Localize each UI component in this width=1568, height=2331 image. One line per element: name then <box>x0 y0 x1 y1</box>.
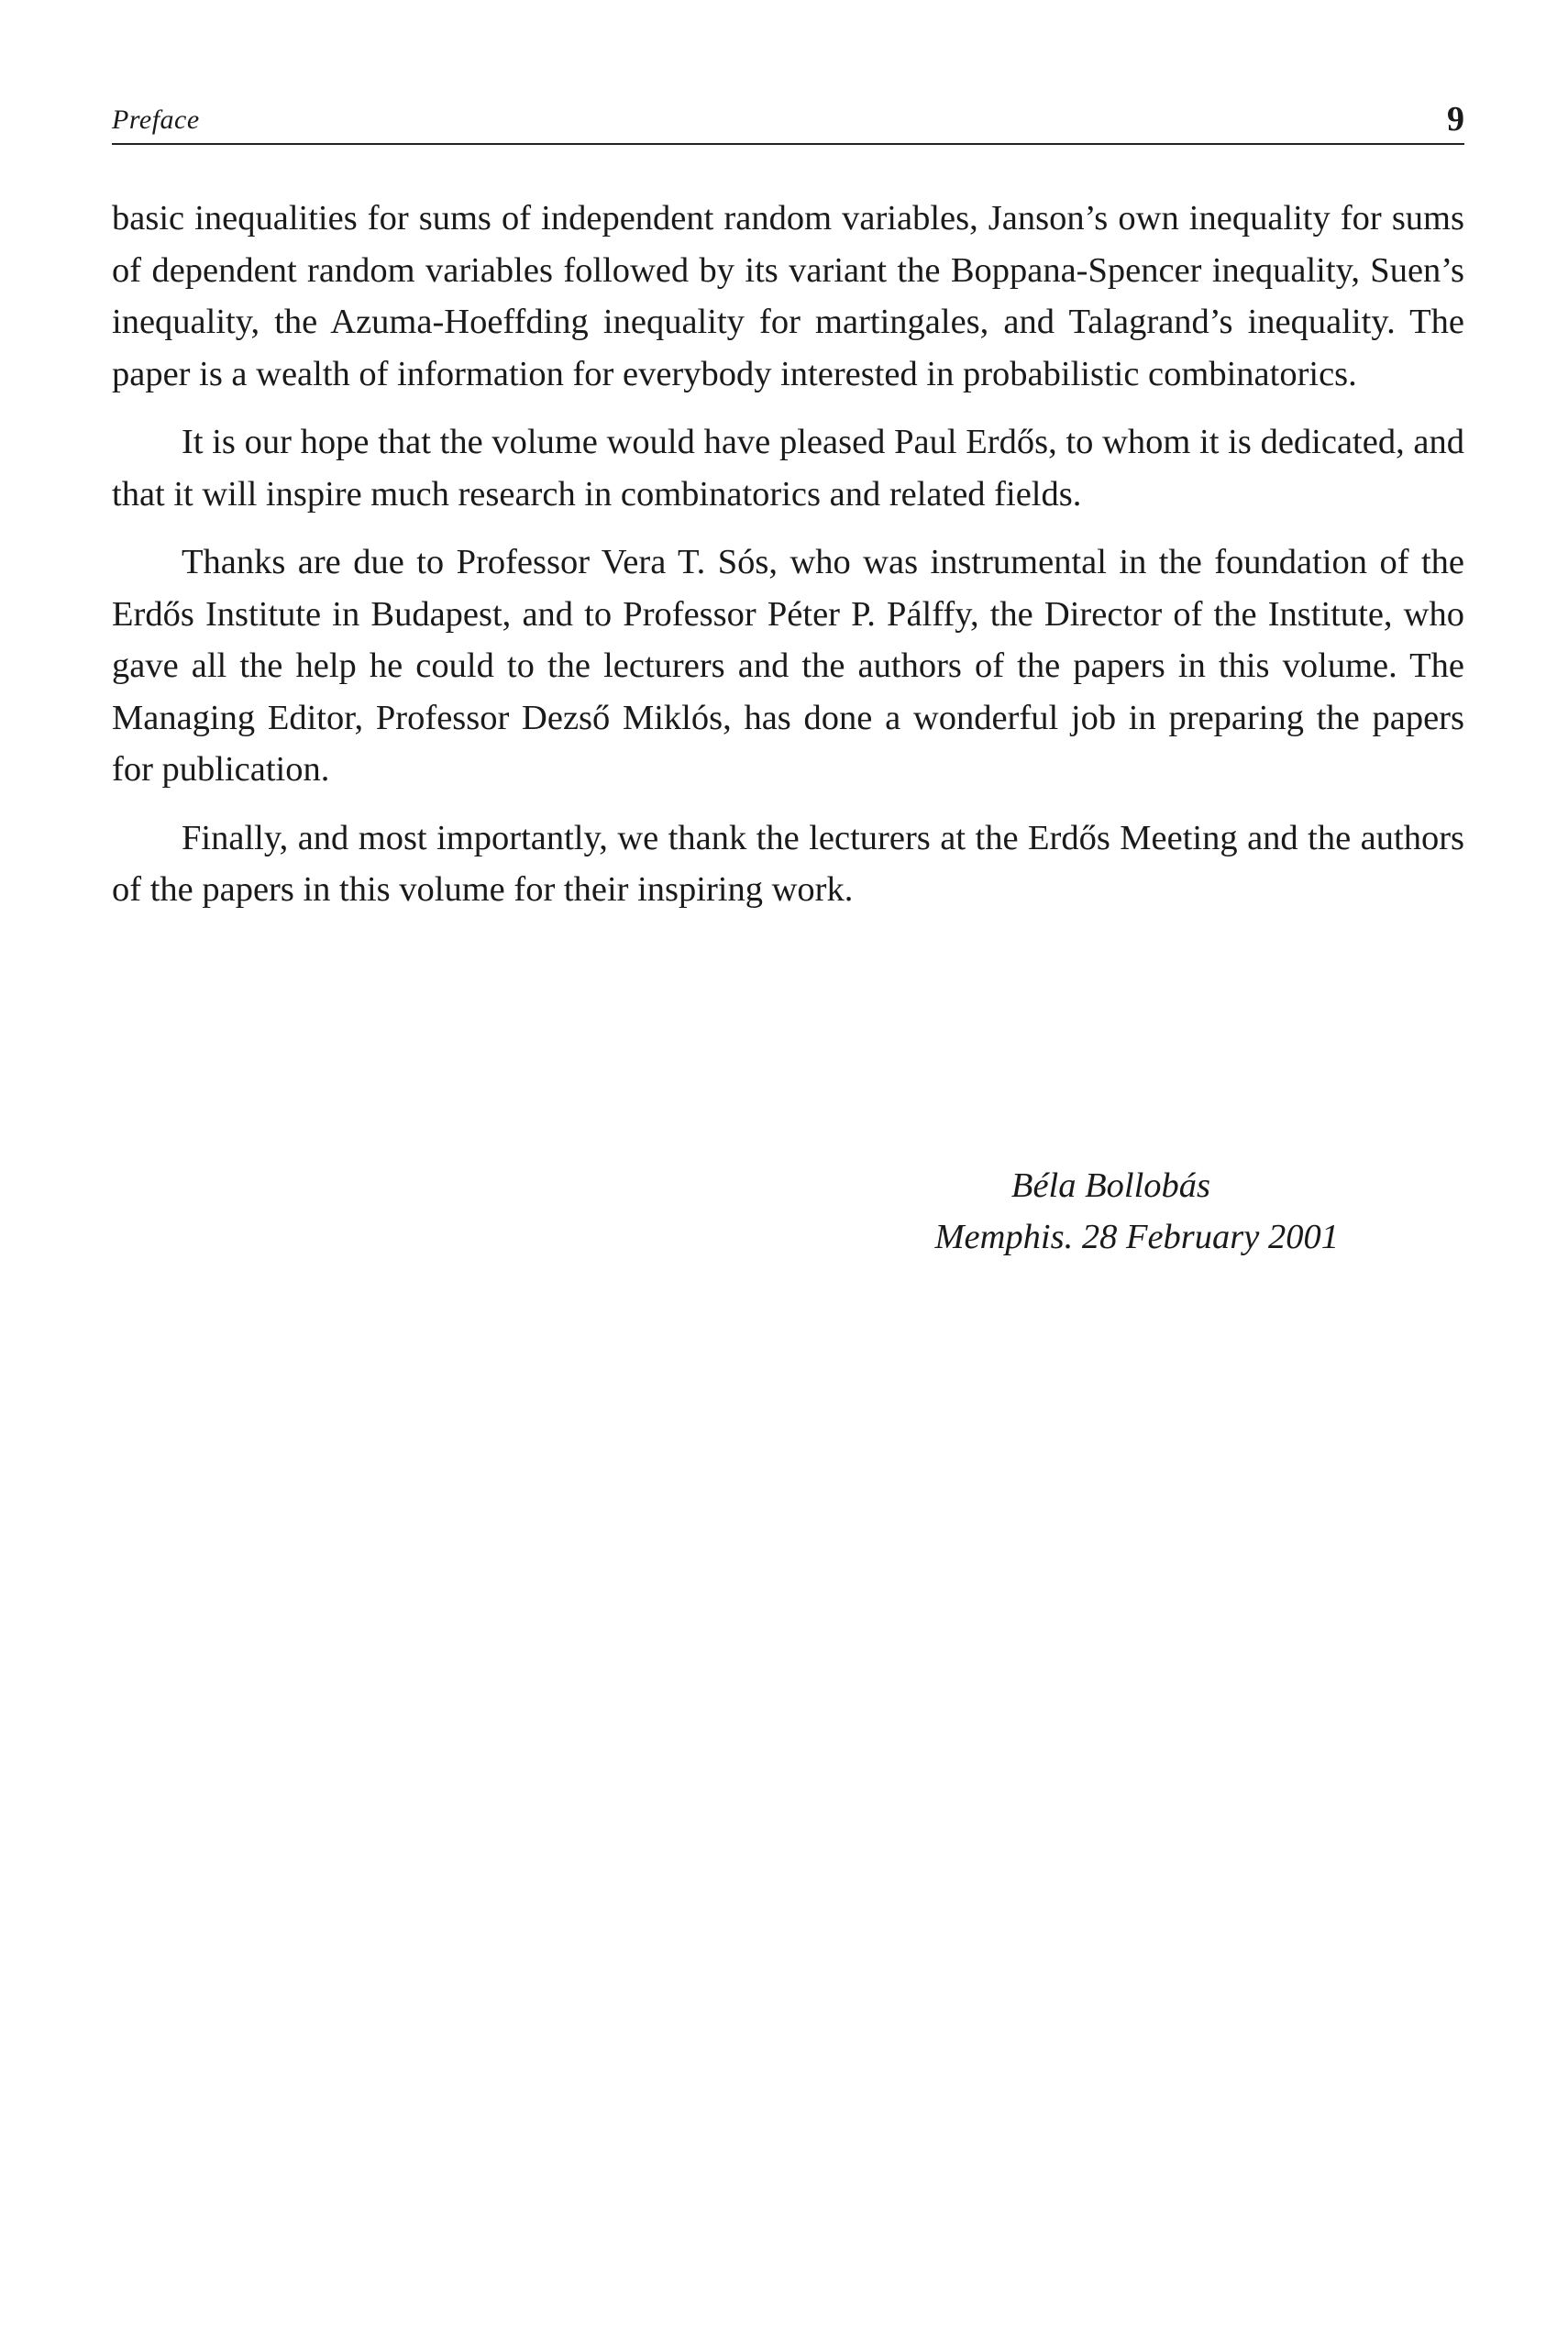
place-and-date: Memphis. 28 February 2001 <box>934 1218 1339 1256</box>
running-header <box>112 95 1464 145</box>
paragraph-continued: basic inequalities for sums of independent random variables, Janson’s own inequality for sums of dependent random variables followed by its variant the Boppana-Spencer inequality, Suen’s inequality, the Azuma-Hoeffding inequality for martingales, and Talagrand’s inequality. The paper is a wealth of information for everybody interested in probabilistic combinatorics. <box>112 199 1464 393</box>
running-title: Preface <box>112 105 200 135</box>
paragraph-dedication: It is our hope that the volume would have pleased Paul Erdős, to whom it is dedicated, and that it will inspire much research in combinatorics and related fields. <box>112 423 1464 514</box>
paragraph-thanks: Thanks are due to Professor Vera T. Sós, who was instrumental in the foundation of the Erdős Institute in Budapest, and to Professor Péter P. Pálffy, the Director of the Institute, who gave all the help he could to the lecturers and the authors of the papers in this volume. The Managing Editor, Professor Dezső Miklós, has done a wonderful job in preparing the papers for publication. <box>112 543 1464 789</box>
paragraph-closing: Finally, and most importantly, we thank the lecturers at the Erdős Meeting and the authors of the papers in this volume for their inspiring work. <box>112 818 1464 909</box>
preface-body <box>112 193 1464 933</box>
signature-block <box>825 1160 1339 1263</box>
author-name: Béla Bollobás <box>1010 1166 1210 1205</box>
page-number: 9 <box>1447 100 1464 138</box>
